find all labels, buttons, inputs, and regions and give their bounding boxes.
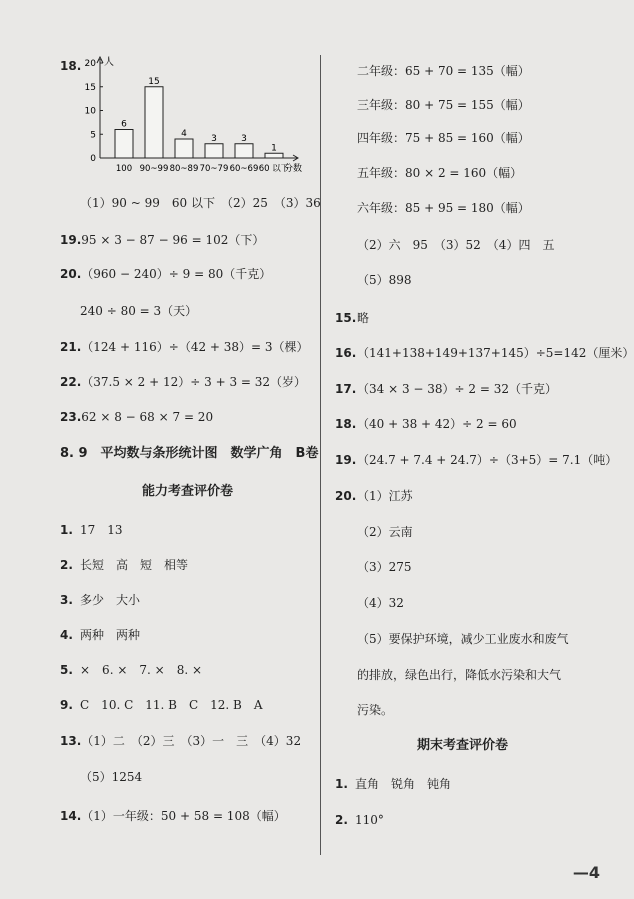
answer-text: 17 13 (80, 523, 123, 537)
x-tick-label: 80~89 (169, 164, 199, 174)
answer-text: 的排放，绿色出行，降低水污染和大气 (357, 668, 562, 682)
bar-chart (60, 55, 315, 185)
question-number: 13. (60, 734, 82, 748)
answer-text: （5）898 (357, 273, 412, 287)
answer-text: （1）一年级：50 + 58 = 108（幅） (81, 809, 286, 823)
question-number: 4. (60, 628, 73, 642)
answer-line (335, 130, 530, 146)
answer-line (60, 697, 263, 713)
answer-line (335, 524, 413, 540)
section-heading: 8. 9 平均数与条形统计图 数学广角 B卷 (60, 446, 319, 461)
answer-line (335, 488, 413, 504)
answer-text: （1）90 ~ 99 60 以下 （2）25 （3）36 (80, 196, 321, 210)
answer-text: （4）32 (357, 596, 404, 610)
y-tick-label: 0 (90, 154, 96, 164)
answer-text: （2）六 95 （3）52 （4）四 五 (357, 238, 555, 252)
bar (175, 139, 193, 158)
page-number: —4 (572, 863, 600, 882)
answer-text: （40 + 38 + 42）÷ 2 = 60 (357, 417, 517, 431)
answer-line (60, 374, 306, 390)
y-tick-label: 15 (84, 82, 96, 93)
answer-text: 三年级：80 + 75 = 155（幅） (357, 98, 530, 112)
answer-line (60, 557, 188, 573)
question-number: 18. (335, 417, 357, 431)
answer-text: （3）275 (357, 560, 412, 574)
answer-line (335, 702, 393, 718)
bar (265, 153, 283, 158)
x-tick-label: 60~69 (229, 164, 259, 174)
answer-text: C 10. C 11. B C 12. B A (80, 698, 263, 712)
answer-text: （2）云南 (357, 525, 413, 539)
answer-text: （1）江苏 (357, 489, 413, 503)
answer-line (335, 559, 412, 575)
answer-line (60, 522, 123, 538)
question-number: 19. (335, 453, 357, 467)
answer-line (335, 667, 561, 683)
bar (205, 144, 223, 158)
answer-line (335, 63, 530, 79)
y-tick-label: 20 (84, 59, 96, 69)
answer-text: （5）1254 (80, 770, 143, 784)
answer-line (335, 812, 384, 828)
question-number: 5. (60, 663, 73, 677)
answer-line (60, 303, 197, 319)
answer-line (60, 232, 264, 248)
answer-text: （34 × 3 − 38）÷ 2 = 32（千克） (357, 382, 557, 396)
question-number: 19. (60, 233, 82, 247)
answer-line (60, 808, 286, 824)
y-axis-label: 人 (104, 57, 114, 68)
answer-text: （141+138+149+137+145）÷5=142（厘米） (357, 346, 634, 360)
answer-text: × 6. × 7. × 8. × (80, 663, 203, 677)
answer-text: 240 ÷ 80 = 3（天） (80, 304, 198, 318)
answer-text: 四年级：75 + 85 = 160（幅） (357, 131, 530, 145)
answer-line (335, 631, 569, 647)
question-number: 20. (60, 267, 82, 281)
question-number: 3. (60, 593, 73, 607)
x-axis-label: 分数 (283, 164, 302, 174)
question-number: 22. (60, 375, 82, 389)
answer-line (60, 662, 202, 678)
data-label: 3 (211, 133, 217, 144)
answer-line (60, 266, 271, 282)
question-number: 20. (335, 489, 357, 503)
answer-text: （37.5 × 2 + 12）÷ 3 + 3 = 32（岁） (81, 375, 307, 389)
question-number: 17. (335, 382, 357, 396)
question-number: 21. (60, 340, 82, 354)
answer-line (335, 237, 554, 253)
answer-line (335, 345, 634, 361)
answer-line (335, 776, 451, 792)
answer-line (335, 595, 404, 611)
question-number: 16. (335, 346, 357, 360)
answer-line (335, 97, 530, 113)
answer-line (60, 592, 140, 608)
question-number: 2. (60, 558, 73, 572)
answer-text: 五年级：80 × 2 = 160（幅） (357, 166, 523, 180)
y-tick-label: 10 (84, 106, 96, 117)
x-tick-label: 60 以下 (258, 164, 290, 174)
answer-text: （24.7 + 7.4 + 24.7）÷（3+5）= 7.1（吨） (357, 453, 618, 467)
data-label: 1 (271, 143, 277, 154)
answer-text: 62 × 8 − 68 × 7 = 20 (81, 410, 214, 424)
question-number: 1. (335, 777, 348, 791)
exam-title-final: 期末考查评价卷 (416, 738, 508, 753)
answer-text: （960 − 240）÷ 9 = 80（千克） (81, 267, 272, 281)
answer-line (335, 310, 369, 326)
data-label: 4 (181, 129, 187, 139)
question-number: 23. (60, 410, 82, 424)
x-tick-label: 90~99 (139, 164, 169, 174)
answer-line (335, 272, 412, 288)
data-label: 3 (241, 133, 247, 144)
y-tick-label: 5 (90, 130, 96, 141)
answer-text: 多少 大小 (80, 593, 141, 607)
bar (145, 87, 163, 158)
answer-line (60, 409, 213, 425)
answer-text: 二年级：65 + 70 = 135（幅） (357, 64, 530, 78)
answer-line (335, 200, 530, 216)
answer-text: （124 + 116）÷（42 + 38）= 3（棵） (81, 340, 309, 354)
answer-text: （5）要保护环境，减少工业废水和废气 (357, 632, 569, 646)
answer-line (335, 416, 517, 432)
bar (235, 144, 253, 158)
answer-text: 污染。 (357, 703, 394, 717)
answer-text: 直角 锐角 钝角 (355, 777, 452, 791)
x-tick-label: 100 (115, 164, 133, 174)
answer-text: 长短 高 短 相等 (80, 558, 189, 572)
answer-text: 95 × 3 − 87 − 96 = 102（下） (81, 233, 265, 247)
answer-text: 略 (357, 311, 370, 325)
column-divider (320, 55, 321, 855)
answer-line (60, 627, 140, 643)
answer-line (60, 733, 301, 749)
answer-line (60, 769, 142, 785)
x-tick-label: 70~79 (199, 164, 229, 174)
answer-text: （1）二 （2）三 （3）一 三 （4）32 (81, 734, 302, 748)
exam-title-ability: 能力考查评价卷 (141, 484, 233, 499)
bar (115, 130, 133, 159)
answer-line (335, 381, 557, 397)
answer-line (60, 339, 309, 355)
question-18-number: 18. (60, 59, 82, 73)
answer-text: 六年级：85 + 95 = 180（幅） (357, 201, 530, 215)
answer-text: 110° (355, 813, 384, 827)
question-number: 1. (60, 523, 73, 537)
answer-line (335, 165, 522, 181)
question-number: 15. (335, 311, 357, 325)
data-label: 6 (121, 119, 127, 130)
data-label: 15 (148, 76, 160, 87)
answer-line (335, 452, 617, 468)
question-number: 2. (335, 813, 348, 827)
answer-text: 两种 两种 (80, 628, 141, 642)
answer-line (60, 195, 321, 211)
question-number: 14. (60, 809, 82, 823)
question-number: 9. (60, 698, 73, 712)
